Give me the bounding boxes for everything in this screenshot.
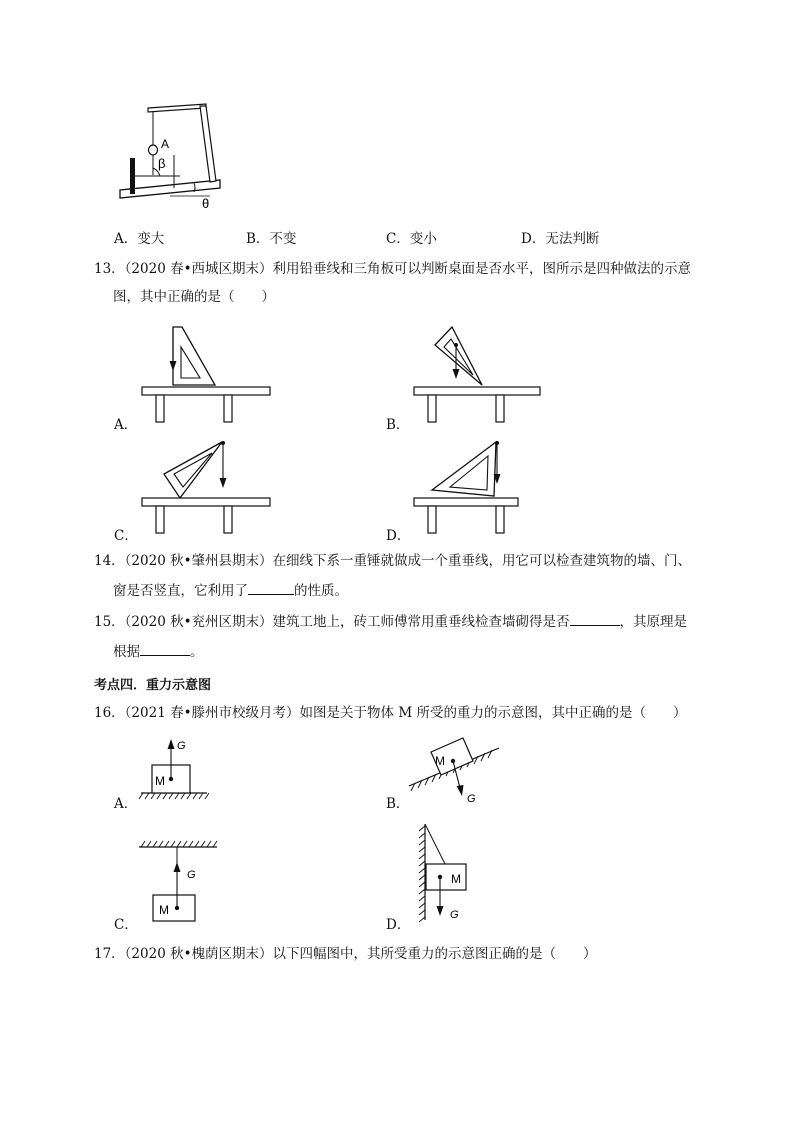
vertical-post <box>130 158 135 194</box>
q17-stem-line1: 17．（2020 秋•槐荫区期末）以下四幅图中，其所受重力的示意图正确的是（ ） <box>94 946 597 962</box>
mass-label: M <box>451 872 461 886</box>
label-theta: θ <box>202 196 210 211</box>
q15-text-before-blank2: 根据 <box>113 644 140 660</box>
label-beta: β <box>158 156 166 171</box>
triangle-ruler <box>173 327 215 385</box>
q13-stem-line2: 图，其中正确的是（ ） <box>113 289 275 305</box>
q12-option-d[interactable] <box>521 227 599 247</box>
table-leg-right <box>224 506 232 533</box>
q13-figure-b <box>412 325 542 425</box>
frame-right-leg <box>200 106 216 182</box>
table-leg-right <box>224 395 232 422</box>
q16-option-d[interactable]: D． <box>386 917 411 933</box>
q15-text-after-blank2: 。 <box>190 644 204 660</box>
ground-hatching <box>139 793 209 799</box>
option-text: 无法判断 <box>545 231 600 247</box>
q13-figure-c <box>140 440 275 540</box>
option-label: D． <box>521 231 546 247</box>
q13-option-d[interactable]: D． <box>386 528 411 544</box>
section-heading: 考点四．重力示意图 <box>94 678 212 693</box>
q15-stem-line2 <box>113 641 204 662</box>
q12-level-figure <box>110 100 230 215</box>
option-label: B． <box>246 231 270 247</box>
q14-stem-line2 <box>113 580 348 601</box>
plumb-bob <box>149 145 158 155</box>
table-leg-left <box>156 506 164 533</box>
triangle-ruler <box>435 327 482 385</box>
table-leg-left <box>156 395 164 422</box>
option-label: C． <box>386 231 410 247</box>
q15-answer-blank-2[interactable] <box>140 641 190 656</box>
q13-option-c[interactable]: C． <box>114 528 138 544</box>
q14-stem-line1: 14．（2020 秋•肇州县期末）在细线下系一重锤就做成一个重垂线，用它可以检查建筑物的墙、门、 <box>94 553 692 569</box>
ceiling-hatching <box>141 841 217 847</box>
q15-stem-line1 <box>94 611 687 632</box>
q16-option-b[interactable]: B． <box>386 796 410 812</box>
q13-figure-d <box>412 440 542 540</box>
force-label: G <box>187 869 196 881</box>
q16-option-c[interactable]: C． <box>114 917 138 933</box>
table-leg-left <box>428 395 436 422</box>
q14-text-after-blank: 的性质。 <box>294 583 348 599</box>
q16-stem-line1: 16．（2021 春•滕州市校级月考）如图是关于物体 M 所受的重力的示意图，其中正确的是（ ） <box>94 705 687 721</box>
frame-top-bar <box>148 104 206 112</box>
q13-option-b[interactable]: B． <box>386 417 410 433</box>
q16-figure-d <box>405 820 485 925</box>
q12-option-c[interactable] <box>386 227 437 247</box>
triangle-ruler <box>164 442 222 498</box>
q16-figure-b <box>405 728 505 808</box>
q16-option-a[interactable]: A． <box>114 796 138 812</box>
table-top <box>142 387 270 395</box>
q13-option-a[interactable]: A． <box>114 417 138 433</box>
label-a: A <box>161 137 170 151</box>
q13-figure-a <box>140 325 275 425</box>
arrow-head <box>220 478 227 488</box>
table-top <box>414 387 540 395</box>
q15-answer-blank-1[interactable] <box>570 611 620 626</box>
force-label: G <box>450 909 459 921</box>
table-leg-left <box>428 506 436 533</box>
arrow-head <box>453 369 460 379</box>
table-leg-right <box>496 506 504 533</box>
q15-text-after-blank1: ，其原理是 <box>619 614 688 630</box>
q16-figure-a <box>135 735 215 805</box>
option-text: 变大 <box>137 231 165 247</box>
force-arrow-head <box>168 739 175 749</box>
table-leg-right <box>496 395 504 422</box>
force-label: G <box>467 793 476 805</box>
q14-answer-blank[interactable] <box>248 580 294 595</box>
mass-label: M <box>155 774 165 788</box>
table-top <box>414 498 518 506</box>
force-arrow-head <box>174 862 181 872</box>
force-arrow-head <box>437 906 444 916</box>
q14-text-before-blank: 窗是否竖直，它利用了 <box>113 583 248 599</box>
q12-option-b[interactable] <box>246 227 296 247</box>
q13-stem-line1: 13．（2020 春•西城区期末）利用铅垂线和三角板可以判断桌面是否水平，图所示是四种做法的示意 <box>94 261 692 277</box>
table-top <box>142 498 270 506</box>
option-label: A． <box>114 231 138 247</box>
force-label: G <box>177 740 186 752</box>
option-text: 不变 <box>269 231 297 247</box>
q16-figure-c <box>135 838 225 928</box>
mass-label: M <box>159 903 169 917</box>
string <box>425 824 445 864</box>
option-text: 变小 <box>409 231 437 247</box>
mass-label: M <box>435 754 445 768</box>
force-arrow-head <box>457 785 464 796</box>
q15-text-before-blank1: 15．（2020 秋•兖州区期末）建筑工地上，砖工师傅常用重垂线检查墙砌得是否 <box>94 614 570 630</box>
q12-option-a[interactable] <box>114 227 164 247</box>
wall-hatching <box>419 826 425 922</box>
